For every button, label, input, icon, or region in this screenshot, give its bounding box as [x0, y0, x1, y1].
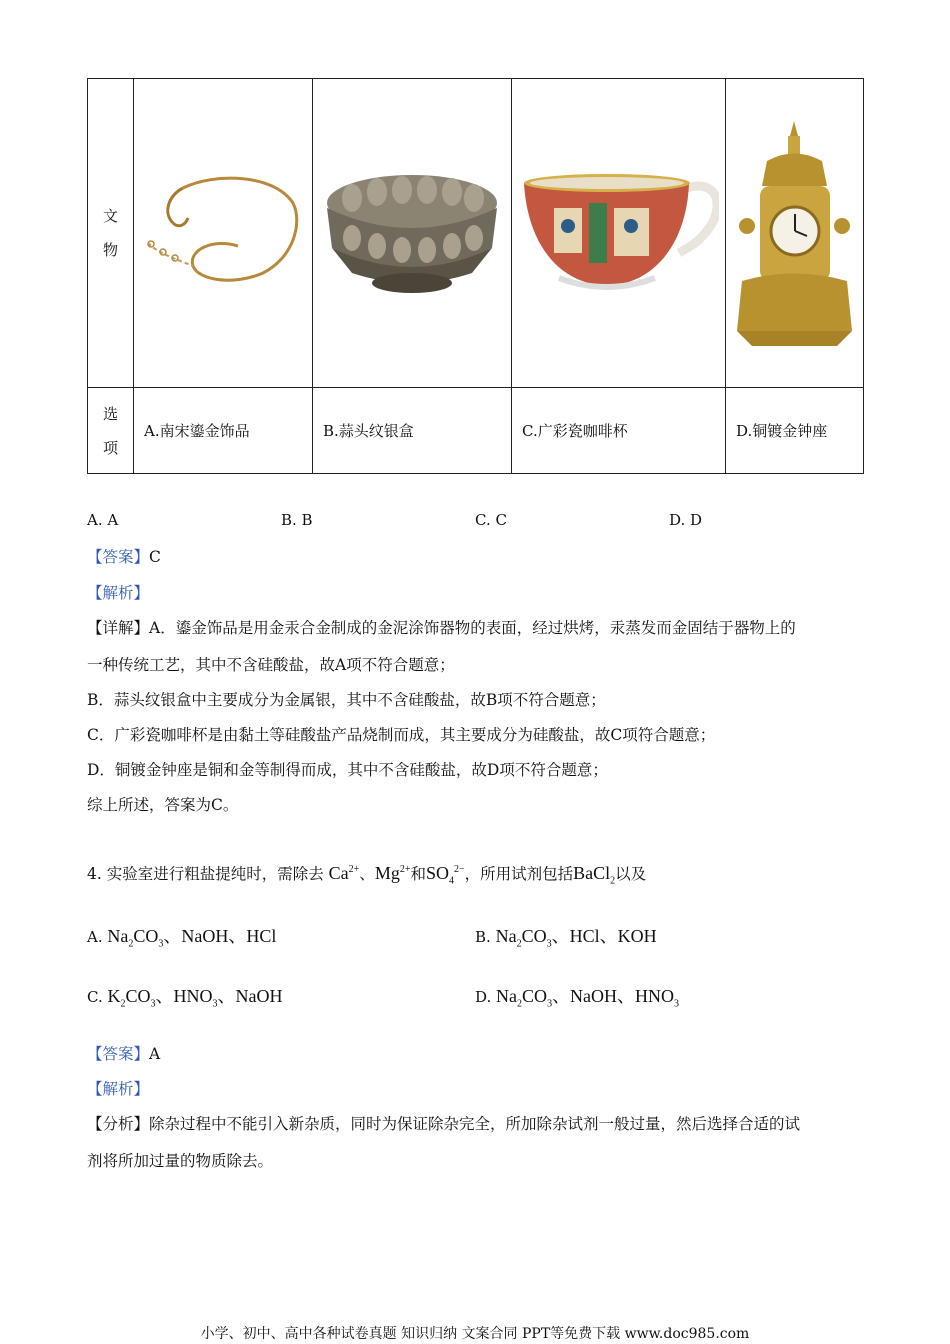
ion-calcium: $Ca^{2+}$: [328, 863, 360, 883]
stem-prefix: 4. 实验室进行粗盐提纯时，需除去: [87, 865, 324, 883]
ion-magnesium: $Mg^{2+}$: [374, 863, 411, 883]
q4-fenxi-line-2: 剂将所加过量的物质除去。: [87, 1152, 274, 1170]
relics-table: [87, 78, 864, 474]
option-cell-a: A.南宋鎏金饰品: [134, 388, 313, 474]
q4-analysis-heading: 【解析】: [87, 1080, 150, 1098]
analysis-tag: 【解析】: [87, 584, 150, 602]
image-cell-c: [512, 79, 726, 388]
answer-value: C: [149, 548, 161, 566]
answer-tag: 【答案】: [87, 548, 150, 566]
q4-choice-b: B. $Na_2CO_3$、HCl、KOH: [475, 926, 657, 950]
row-header-options: 选 项: [88, 388, 134, 474]
q3-choice-c: C. C: [475, 511, 507, 529]
silver-box-image: [322, 168, 502, 298]
q3-detail-line-4: C．广彩瓷咖啡杯是由黏土等硅酸盐产品烧制而成，其主要成分为硅酸盐，故C项符合题意；: [87, 726, 716, 744]
q3-detail-line-2: 一种传统工艺，其中不含硅酸盐，故A项不符合题意；: [87, 656, 455, 674]
option-cell-c: C.广彩瓷咖啡杯: [512, 388, 726, 474]
q3-detail-line-5: D．铜镀金钟座是铜和金等制得而成，其中不含硅酸盐，故D项不符合题意；: [87, 761, 608, 779]
q4-choice-d: D. $Na_2CO_3$、NaOH、$HNO_3$: [475, 986, 680, 1010]
q3-detail-line-6: 综上所述，答案为C。: [87, 796, 239, 814]
q3-detail-line-3: B．蒜头纹银盒中主要成分为金属银，其中不含硅酸盐，故B项不符合题意；: [87, 691, 606, 709]
q3-choice-b: B. B: [281, 511, 313, 529]
image-cell-a: [134, 79, 313, 388]
image-cell-b: [313, 79, 512, 388]
detail-tag: 【详解】: [87, 619, 150, 637]
q4-choice-c: C. $K_2CO_3$、$HNO_3$、NaOH: [87, 986, 283, 1010]
gold-chain-image: [143, 168, 303, 298]
q3-analysis-heading: [87, 581, 149, 603]
q4-fenxi-line-1: 【分析】除杂过程中不能引入新杂质，同时为保证除杂完全，所加除杂试剂一般过量，然后选择合适的试: [87, 1115, 801, 1133]
porcelain-cup-image: [519, 168, 719, 298]
row-header-relics: 文 物: [88, 79, 134, 388]
image-cell-d: [726, 79, 864, 388]
ion-sulfate: $SO_4^{2-}$: [425, 863, 465, 887]
reagent-bacl2: BaCl$_2$: [573, 863, 616, 887]
q3-choice-d: D. D: [669, 511, 703, 529]
q4-choice-a: A. $Na_2CO_3$、NaOH、HCl: [87, 926, 277, 950]
q3-choice-a: A. A: [87, 511, 119, 529]
q4-answer: 【答案】A: [87, 1045, 161, 1063]
page-footer: 小学、初中、高中各种试卷真题 知识归纳 文案合同 PPT等免费下载 www.doc985.com: [200, 1326, 750, 1342]
q4-stem: 4. 实验室进行粗盐提纯时，需除去 $Ca^{2+}$、$Mg^{2+}$和$SO_4^{2-}$，所用试剂包括BaCl$_2$以及: [87, 863, 647, 887]
q3-answer: [87, 545, 161, 567]
detail-text: A．鎏金饰品是用金汞合金制成的金泥涂饰器物的表面，经过烘烤，汞蒸发而金固结于器物上的: [149, 619, 796, 637]
gilt-clock-image: [732, 116, 857, 351]
option-cell-b: B.蒜头纹银盒: [313, 388, 512, 474]
option-cell-d: D.铜镀金钟座: [726, 388, 864, 474]
q3-detail-line-1: [87, 616, 796, 638]
